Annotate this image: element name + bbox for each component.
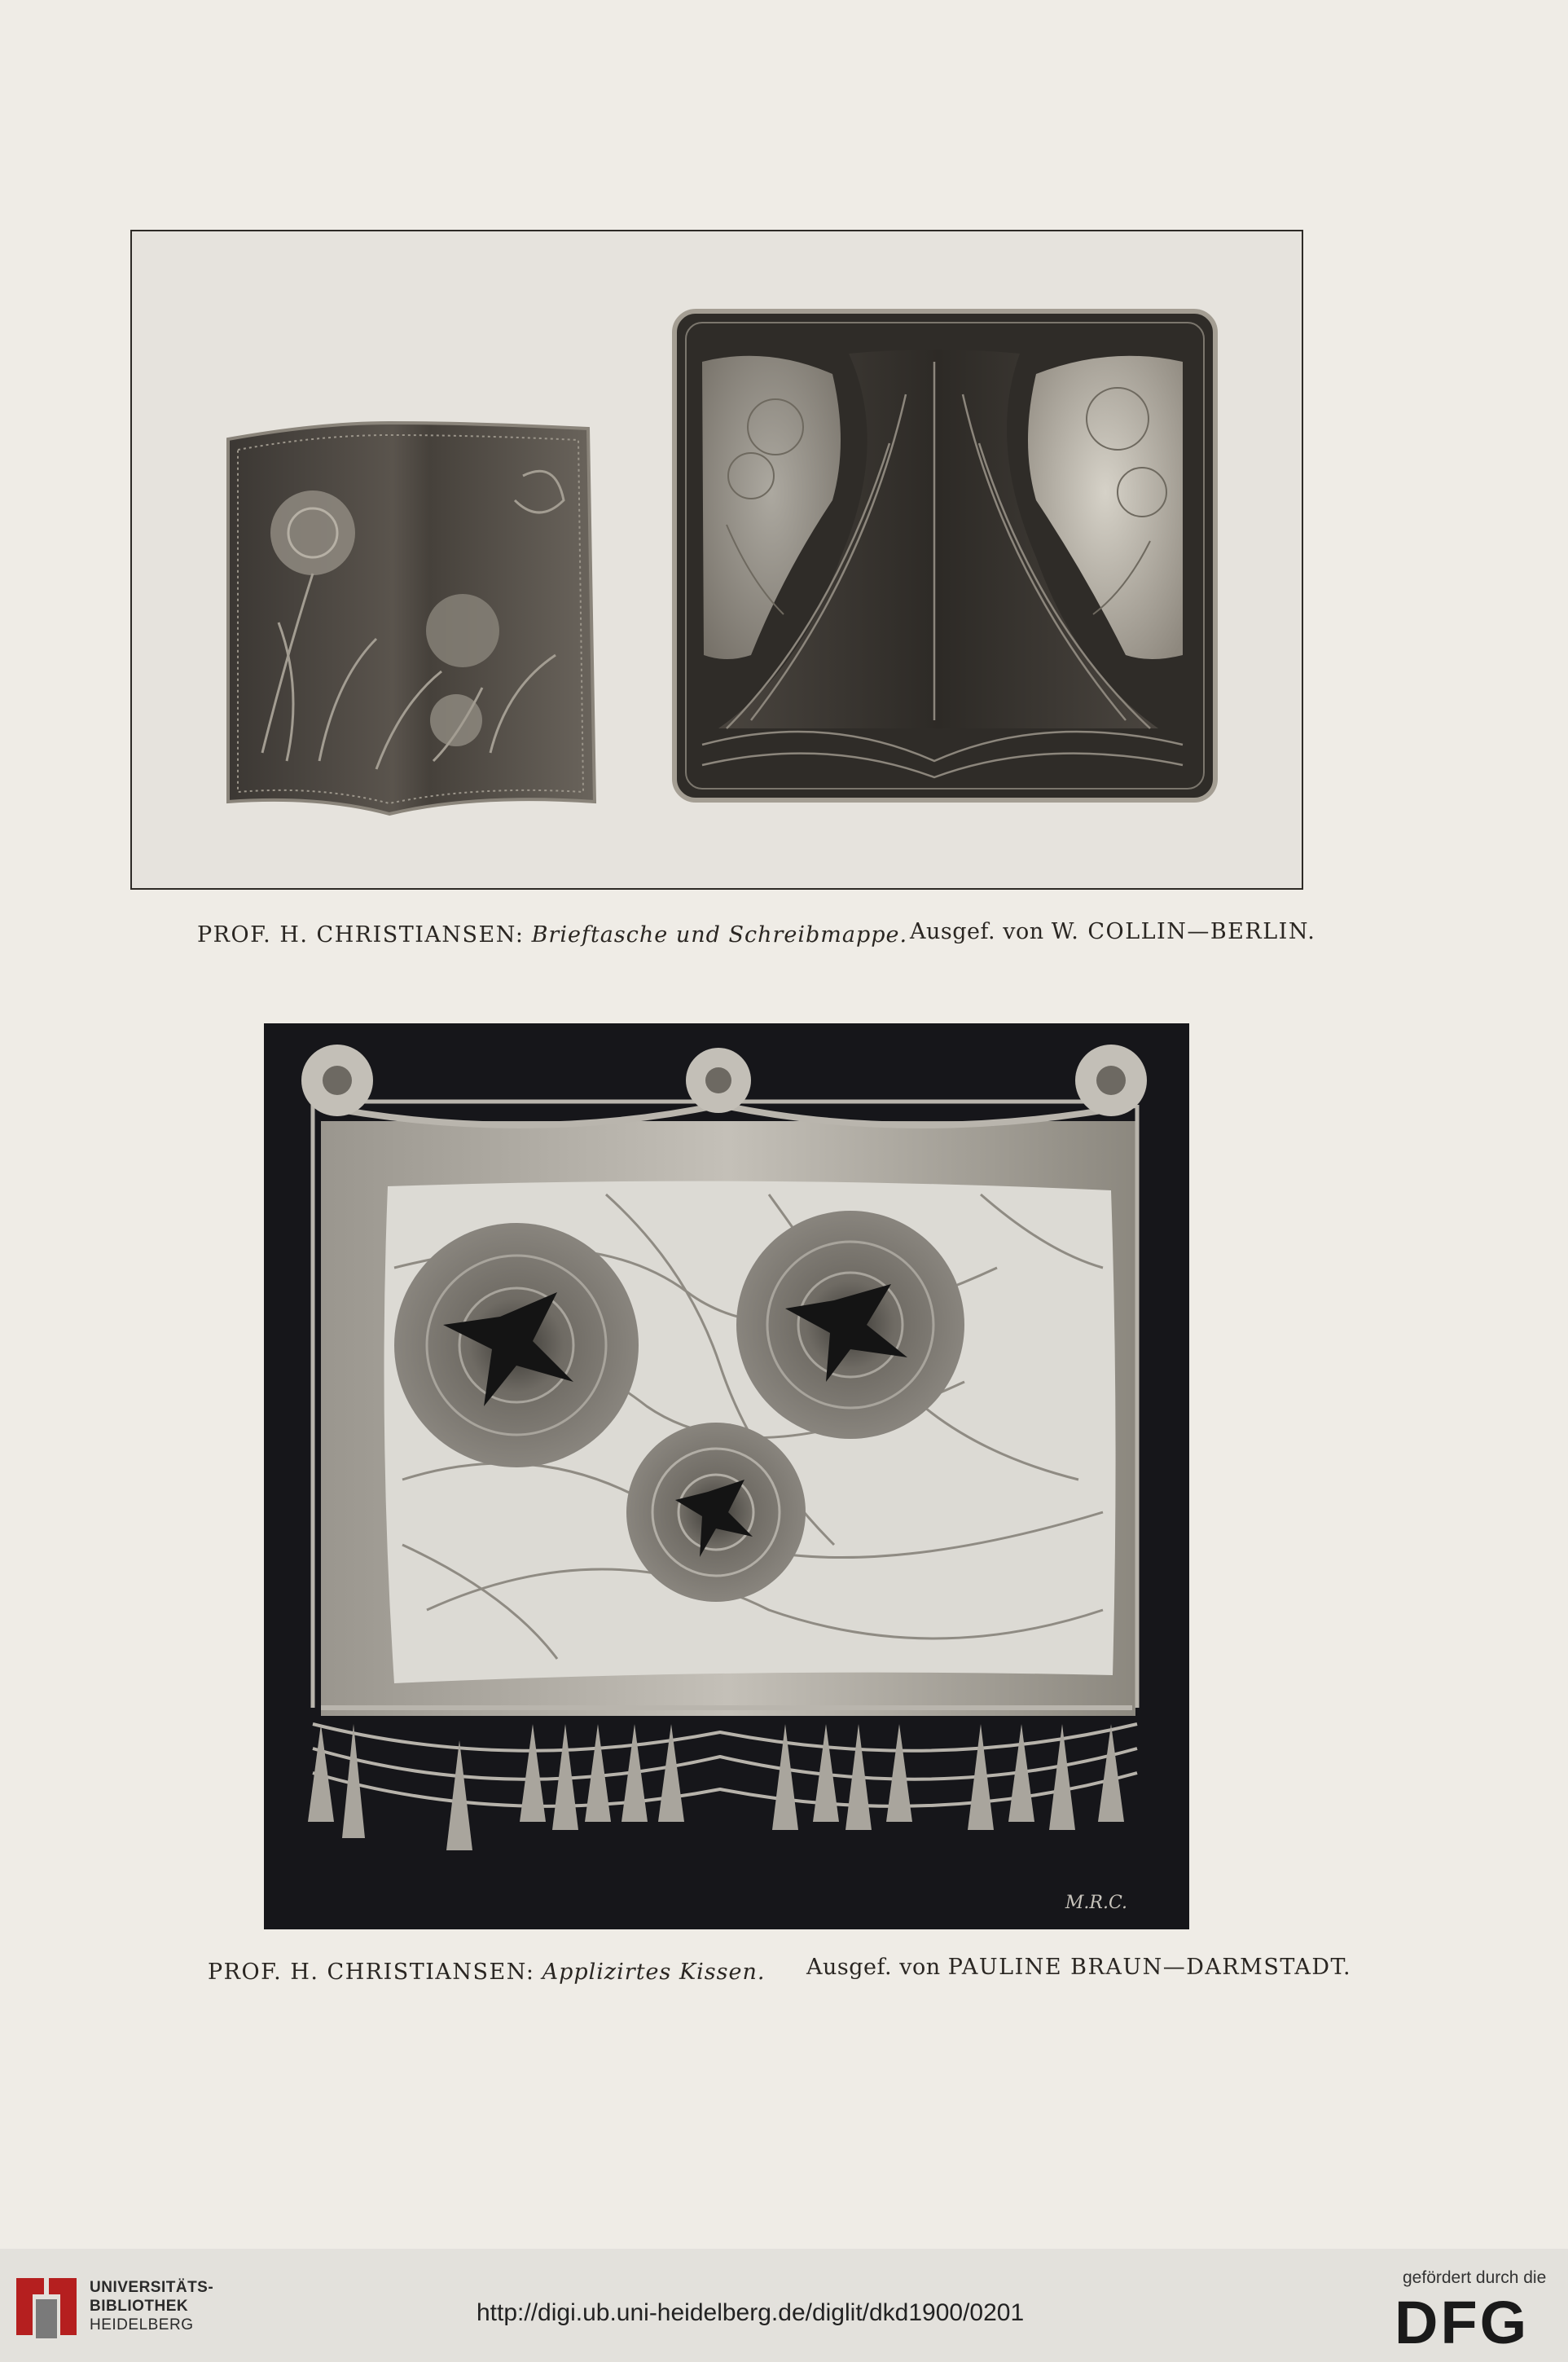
writing-folder-schreibmappe: [674, 311, 1215, 800]
library-name-line1: UNIVERSITÄTS-: [90, 2279, 214, 2296]
plate1-title: Brieftasche und Schreibmappe.: [531, 922, 908, 948]
cushion-flower-right: [736, 1211, 964, 1439]
plate2-caption-title: [208, 1960, 765, 1985]
cushion-tassels: [308, 1724, 1137, 1850]
wallet-folder-illustration: [132, 231, 1303, 890]
cushion-illustration: [264, 1023, 1189, 1929]
heidelberg-library-logo-icon[interactable]: [11, 2270, 81, 2343]
plate1-executed-prefix: Ausgef. von: [910, 919, 1044, 944]
library-name[interactable]: [90, 2278, 213, 2334]
plate1-executed-by: W. COLLIN—BERLIN.: [1051, 919, 1316, 944]
library-name-line2: BIBLIOTHEK: [90, 2298, 189, 2315]
funding-label: gefördert durch die: [1403, 2268, 1547, 2287]
cushion-flower-left: [394, 1223, 639, 1467]
cushion-rosettes: [301, 1045, 1147, 1116]
digitization-footer: [0, 2249, 1568, 2362]
plate2-author: PROF. H. CHRISTIANSEN:: [208, 1960, 535, 1985]
library-name-line3: HEIDELBERG: [90, 2316, 194, 2333]
plate1-caption-title: [197, 922, 907, 948]
photo-plate-wallet-and-folder: [130, 230, 1303, 890]
plate1-author: PROF. H. CHRISTIANSEN:: [197, 922, 525, 948]
document-url-link[interactable]: http://digi.ub.uni-heidelberg.de/diglit/dkd1900/0201: [477, 2299, 1025, 2326]
plate2-title: Applizirtes Kissen.: [542, 1960, 766, 1985]
plate1-caption-executed: [910, 919, 1315, 944]
plate2-executed-prefix: Ausgef. von: [806, 1955, 941, 1980]
plate2-caption-executed: [806, 1955, 1351, 1980]
cushion-flower-bottom: [626, 1423, 806, 1602]
cushion-monogram: M.R.C.: [1065, 1893, 1127, 1913]
plate2-executed-by: PAULINE BRAUN—DARMSTADT.: [947, 1955, 1352, 1980]
dfg-logo[interactable]: DFG: [1395, 2289, 1530, 2356]
wallet-brieftasche: [228, 423, 595, 814]
photo-plate-cushion: [264, 1023, 1189, 1929]
